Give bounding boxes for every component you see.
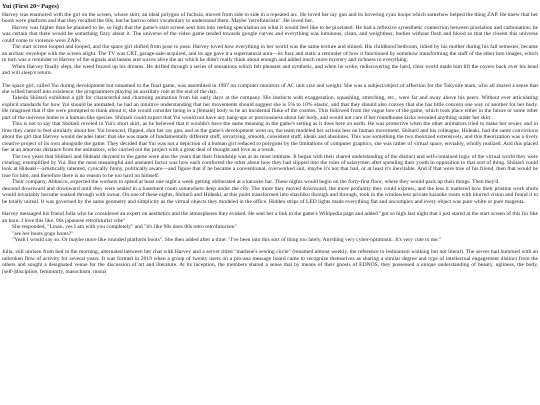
paragraph: "are her boots gogo boots?" bbox=[12, 230, 74, 237]
paragraph: Harvey was enamored with the girl on the screen, whose skirt, an ideal polygon of fuchsia, moved from side to side in a repeated arc. He loved her ray gun and its hovering cyan hoops which somehow helped the thing ZAP. He knew that her boots were platform and that they recalled the 60s, but he had no other vocabulary to understand them. Maybe 'retrofuturistic'. He loved her. bbox=[2, 12, 538, 25]
paragraph: "Yeah I would say so. Or maybe more like rounded platform boots". She then added after a time: "I've been into this sort of thing too lately. Anything very cyber-optimistic. It's very cute to me." bbox=[12, 236, 442, 243]
paragraph: When Harvey finally slept, the weed fuzzed up his dreams. He drifted through a series of sensations which felt pleasant and synthetic, and when he woke, rediscovering the hard, clear world made him lift the covers back over his head and will sleep's return. bbox=[2, 63, 538, 77]
paragraph: Harvey was higher than he planned to be, so high that the game's start screen sent him into reeling speculation on what it would feel like to be pixelated. He had a reflexive synesthetic connection between pixelation and carbonation; he was certain that there would be something fizzy about it. The universe of the video game tended towards google curves and everything was luminous, clean, and weightless; bodies without flesh and blood so that the closest this universe could come to violence were ZAPs. bbox=[2, 24, 538, 44]
paragraph: The start screen looped and looped, and the space girl shifted from pose to pose. Harvey loved how everything in her world was the same texture and shined. His childhood bedroom, tidied by his mother during his fall semester, became an archaic envelope with the screen alight. The TV was CRT, garage-sale-acquired, and its age gave it a supernatural aura—its fuzz and static a reminder of how it functioned by somehow transforming the stuff of the ether into images, which in turn was a reminder to Harvey of the signals and beams and waves alive the air which he didn't really think about enough and added much more mystery and richness to everything. bbox=[2, 44, 538, 64]
paragraph: Takeda Shōtarō exhibited a gift for characterful and charming animation from his early days at the company. His instincts with exaggeration, squashing, stretching, etc., were far and away above his peers. Without ever articulating explicit standards for how Yui should be animated, he had an intuitive understanding that her movements should suggest she is 5% to 10% elastic, and that they should also convey that she has little concern one way or another for her body. He imagined that if she were prompted to think about it, she would consider being in a [female] body to be an incidental fluke of the cosmos. This followed from the vague lore of the game, which took place either in the future or some other part of the universe home to a human-like species. Shōtarō could expect that Yui would not have any hang-ups or preciousness about her body, and would not care if her roundhouse kicks revealed anything under her skirt. bbox=[2, 95, 538, 121]
paragraph: This is not to say that Shōtarō reveled in Yui's short skirt, as he believed that it wouldn't have the same meaning in the game's setting as it does here on earth. He was protective when the other animators tried to make her sexier, and in time they came to feel similarly about her. Yui bounced, flipped, shot her ray gun, and as the game's development went on, the team modeled her actions less on human movement. Shōtarō and his colleague, Hideaki, had the same convictions about the girl that Harvey would decades later: that she was made of fundamentally different stuff, unvarying, smooth, consistent stuff, ideals and absolutes. This was something the two theorized extensively, and this theorization was a lively creative project of its own alongside the game. They decided that Yui was not a depiction of a human girl reduced to polygons by the limitations of computer graphics, she was rather of virtual space, enviably, wholly realized. And this placed her at an amorous distance from the animators, who carried out the project with a great deal of thought and love as a result. bbox=[2, 121, 538, 154]
paragraph: Julia, still unrisen from bed in the morning, alternated between her chat with Harvey and a server titled "marlene's sewing circle" (renamed almost weekly, the reference to lesbianism winking but not literal). The server had hummed with an unbroken flow of activity for several years. It was formed in 2019 when a group of twenty users on a pro-ana message board came to recognize themselves as sharing a similar degree and type of intellectual engagement distinct from the others and sought a designated venue for the discussion of art and literature. At its inception, the members shared a sense that by means of their gnosis of EDNOS, they possessed a unique understanding of beauty, ugliness, the body, [self-]discipline, femininity, masochism, moral bbox=[2, 249, 538, 275]
paragraph: Their company, Abbacco, expected the workers to spend at least one night a week getting obliterated at a karaoke bar. These nights would begin on the forty-first floor, where they would pack up their things. Then they'd bbox=[12, 179, 499, 186]
paragraph: The space girl, called Yui during development but unnamed in the final game, was assembled in 1997 on computer monitors of AC unit size and weight. She was a subject/object of affection for the Tokyoite team, who all shared a sense that she willed herself into existence; the programmers playing an auxiliary role at the end of the day. bbox=[2, 82, 538, 95]
document-body bbox=[2, 12, 538, 275]
document-page bbox=[2, 3, 538, 405]
document-title: Yui (First 20~ Pages) bbox=[2, 3, 59, 10]
paragraph: She responded, "Lmao, yes I am with you completely" and "it's like 90s does 00s retro retrofuturism" bbox=[12, 224, 237, 231]
paragraph: descend downward and downward until they were sealed in a basement room somewhere deep under the city. The more they moved downward, the more profanity they could express, and the less it mattered how their pristine work shirts would invariably become soaked through with sweat. On one of these nights, Shōtarō and Hideaki, at this point transformed into shachiku through and through, took in the windowless private karaoke room with blurred vision and found it to be totally unreal. It was governed by the same geometry and simplicity as the virtual objects they modeled in the office. Hidden strips of LED lights made everything flat and uncomplex and every object was pure white or pure magenta. bbox=[2, 185, 538, 205]
paragraph: The two years that Shōtarō and Hideaki devoted to the game were also the years that their friendship was at its most intimate. It began with their shared understanding of the distinct and self-contained logic of the virtual world they were creating, exemplified by Yui. But the most meaningful and unstated factor was how each comforted the other about how they had slipped into the roles of salarymen after spending their youth in opposition to that sort of thing. Shōtarō could look at Hideaki—artistically talented, cynically funny, politically aware—and figure that if he became a conventional, overworked suit, maybe it's not that bad, or at least it's inevitable. And if that were true of his friend, then that would be true for him, and therefore there is no reason to be too hard on himself. bbox=[2, 153, 538, 179]
paragraph: Harvey messaged his friend Julia who he considered an expert on aesthetics and the atmospheres they evoked. He sent her a link to the game's Wikipedia page and added "got so high last night that I just stared at the start screen of this for like an hour. I love this like. 90s japanese retrofuturist vibe" bbox=[2, 211, 538, 224]
